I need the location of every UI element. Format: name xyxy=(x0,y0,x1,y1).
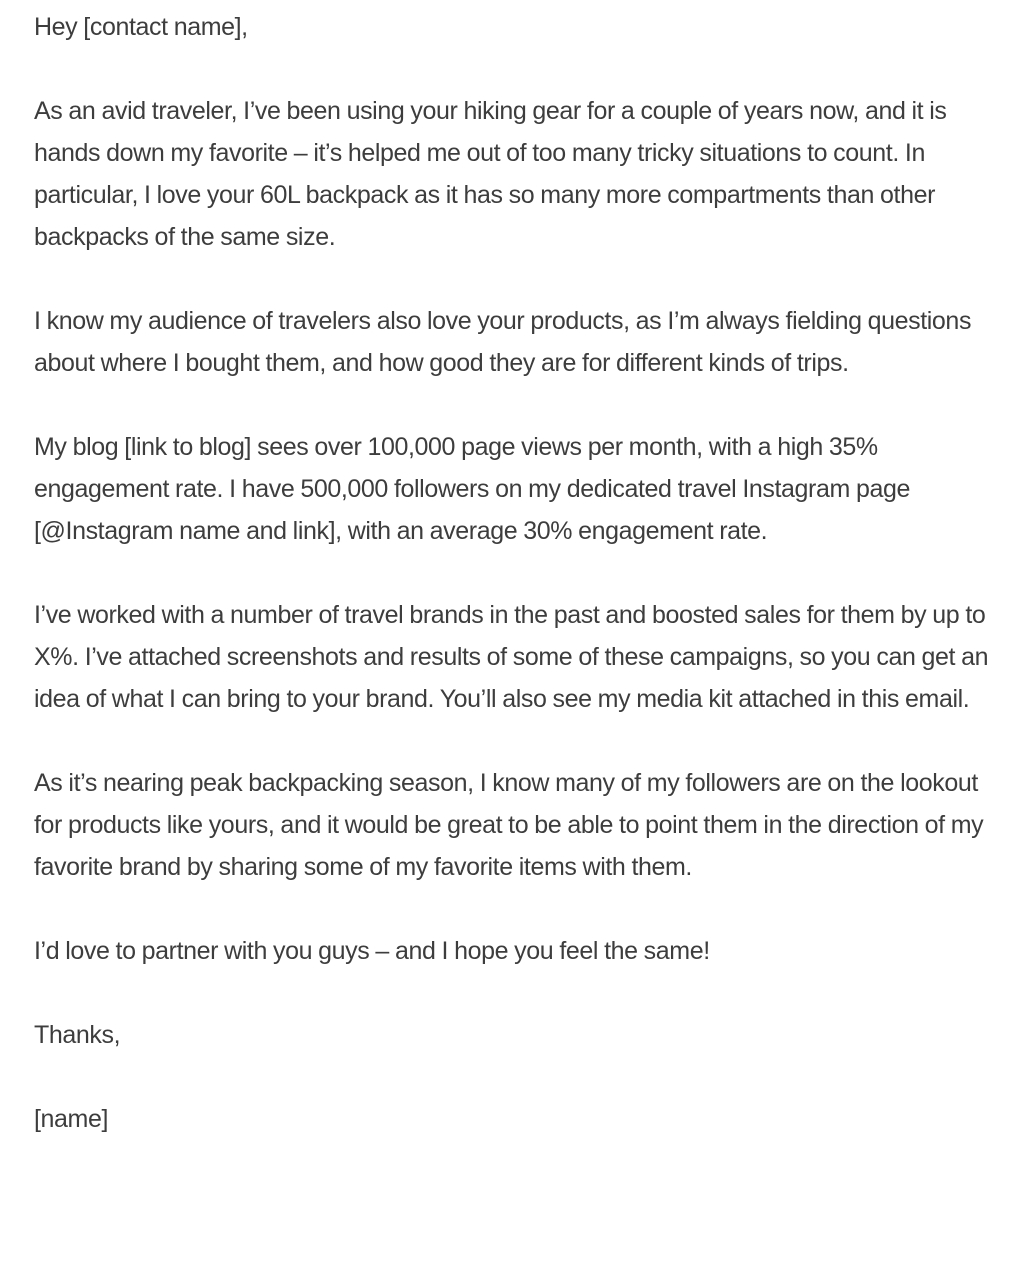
paragraph-spacer xyxy=(34,552,996,594)
paragraph-spacer xyxy=(34,888,996,930)
paragraph-spacer xyxy=(34,972,996,1014)
paragraph-audience: I know my audience of travelers also love your products, as I’m always fielding questions about where I bought them, and how good they are for different kinds of trips. xyxy=(34,307,972,377)
paragraph-spacer xyxy=(34,1056,996,1098)
paragraph-intro: As an avid traveler, I’ve been using your hiking gear for a couple of years now, and it is hands down my favorite – it’s helped me out of too many tricky situations to count. In particular, I love your 60L backpack as it has so many more compartments than other backpacks of the same size. xyxy=(34,97,947,251)
paragraph-experience: I’ve worked with a number of travel brands in the past and boosted sales for them by up to X%. I’ve attached screenshots and results of some of these campaigns, so you can get an idea of what I can bring to your brand. You’ll also see my media kit attached in this email. xyxy=(34,601,989,713)
paragraph-spacer xyxy=(34,48,996,90)
closing-line: Thanks, xyxy=(34,1021,121,1049)
paragraph-spacer xyxy=(34,384,996,426)
signature-line: [name] xyxy=(34,1105,109,1133)
paragraph-season: As it’s nearing peak backpacking season, I know many of my followers are on the lookout for products like yours, and it would be great to be able to point them in the direction of my favorite brand by sharing some of my favorite items with them. xyxy=(34,769,984,881)
paragraph-partner: I’d love to partner with you guys – and I hope you feel the same! xyxy=(34,937,710,965)
paragraph-spacer xyxy=(34,258,996,300)
email-letter xyxy=(34,0,996,1140)
paragraph-stats: My blog [link to blog] sees over 100,000 page views per month, with a high 35% engagement rate. I have 500,000 followers on my dedicated travel Instagram page [@Instagram name and link], with an average 30% engagement rate. xyxy=(34,433,910,545)
paragraph-spacer xyxy=(34,720,996,762)
greeting-line: Hey [contact name], xyxy=(34,13,248,41)
